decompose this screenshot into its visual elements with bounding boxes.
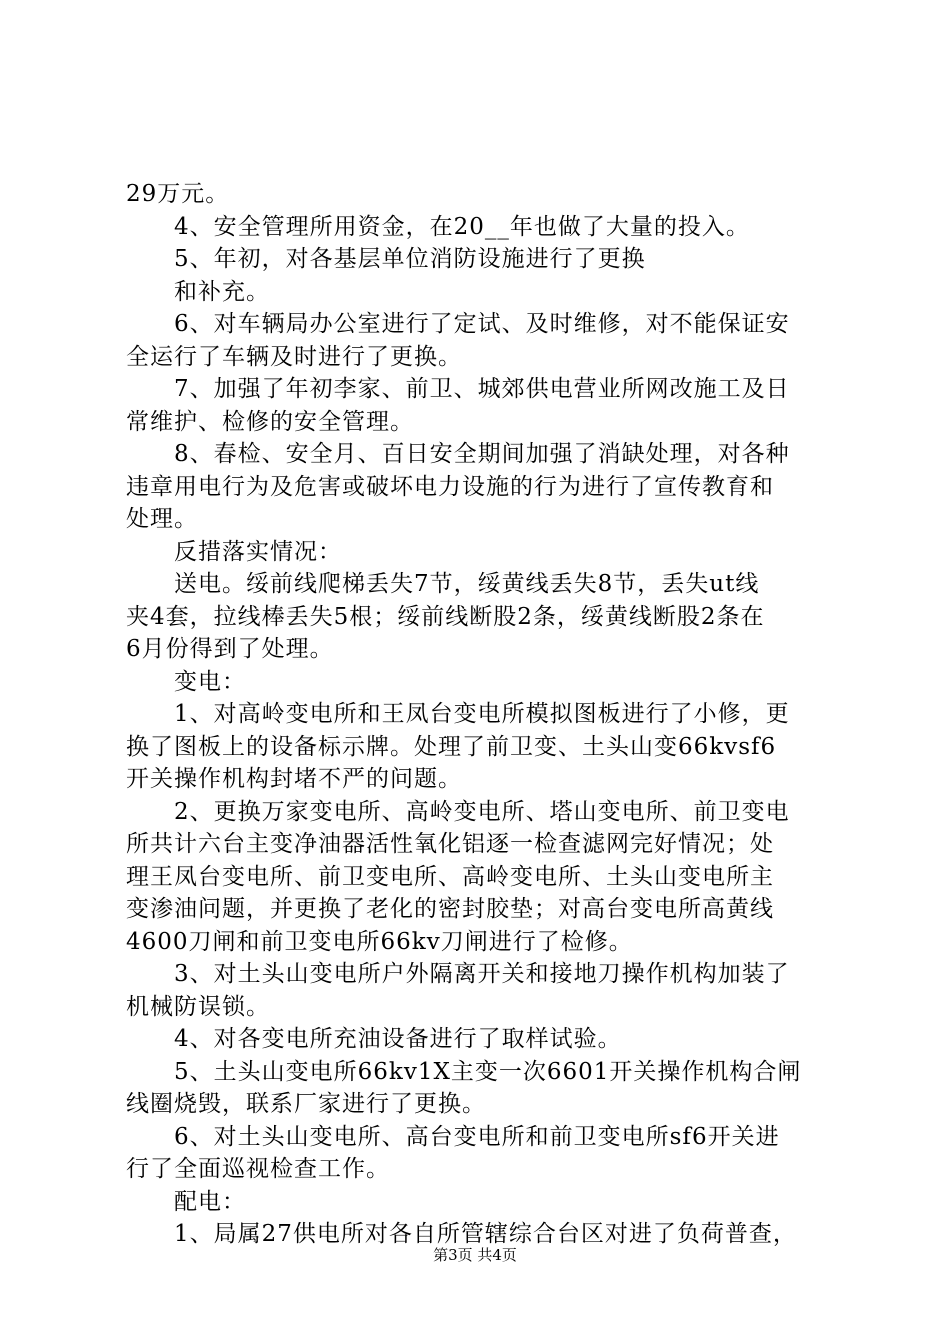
text-line: 1、对高岭变电所和王凤台变电所模拟图板进行了小修，更	[174, 701, 790, 727]
text-line: 全运行了车辆及时进行了更换。	[126, 343, 462, 370]
text-line: 8、春检、安全月、百日安全期间加强了消缺处理，对各种	[174, 441, 790, 467]
text-line: 机械防误锁。	[126, 993, 270, 1020]
text-line: 6、对车辆局办公室进行了定试、及时维修，对不能保证安	[174, 311, 790, 337]
text-line: 1、局属27供电所对各自所管辖综合台区对进了负荷普查，	[174, 1221, 797, 1247]
text-line: 处理。	[126, 506, 198, 532]
text-line: 变渗油问题，并更换了老化的密封胶垫；对高台变电所高黄线	[126, 896, 774, 922]
text-line: 换了图板上的设备标示牌。处理了前卫变、土头山变66kvsf6	[126, 733, 777, 760]
page-number: 第3页 共4页	[433, 1246, 517, 1264]
text-line: 4、安全管理所用资金，在20__年也做了大量的投入。	[174, 213, 750, 240]
text-line: 5、年初，对各基层单位消防设施进行了更换	[174, 246, 646, 272]
text-line: 6、对土头山变电所、高台变电所和前卫变电所sf6开关进	[174, 1123, 780, 1150]
text-line: 和补充。	[174, 278, 270, 305]
text-line: 送电。绥前线爬梯丢失7节，绥黄线丢失8节，丢失ut线	[174, 571, 760, 597]
text-line: 违章用电行为及危害或破坏电力设施的行为进行了宣传教育和	[126, 473, 774, 500]
text-line: 4600刀闸和前卫变电所66kv刀闸进行了检修。	[126, 928, 633, 955]
document-body	[126, 178, 836, 1251]
text-line: 理王凤台变电所、前卫变电所、高岭变电所、土头山变电所主	[126, 863, 774, 890]
text-line: 6月份得到了处理。	[126, 636, 334, 662]
text-line: 线圈烧毁，联系厂家进行了更换。	[126, 1091, 486, 1117]
text-line: 行了全面巡视检查工作。	[126, 1156, 390, 1182]
text-line: 3、对土头山变电所户外隔离开关和接地刀操作机构加装了	[174, 961, 790, 987]
section-heading: 配电：	[174, 1188, 246, 1215]
text-line: 2、更换万家变电所、高岭变电所、塔山变电所、前卫变电	[174, 798, 790, 825]
section-heading: 变电：	[174, 668, 246, 695]
text-line: 常维护、检修的安全管理。	[126, 408, 414, 435]
text-line: 5、土头山变电所66kv1X主变一次6601开关操作机构合闸	[174, 1058, 802, 1085]
text-line: 开关操作机构封堵不严的问题。	[126, 766, 462, 792]
section-heading: 反措落实情况：	[174, 538, 342, 565]
text-line: 7、加强了年初李家、前卫、城郊供电营业所网改施工及日	[174, 376, 790, 402]
text-line: 所共计六台主变净油器活性氧化铝逐一检查滤网完好情况；处	[126, 831, 774, 857]
text-line: 29万元。	[126, 181, 230, 207]
text-line: 夹4套，拉线棒丢失5根；绥前线断股2条，绥黄线断股2条在	[126, 603, 765, 630]
text-line: 4、对各变电所充油设备进行了取样试验。	[174, 1026, 622, 1052]
